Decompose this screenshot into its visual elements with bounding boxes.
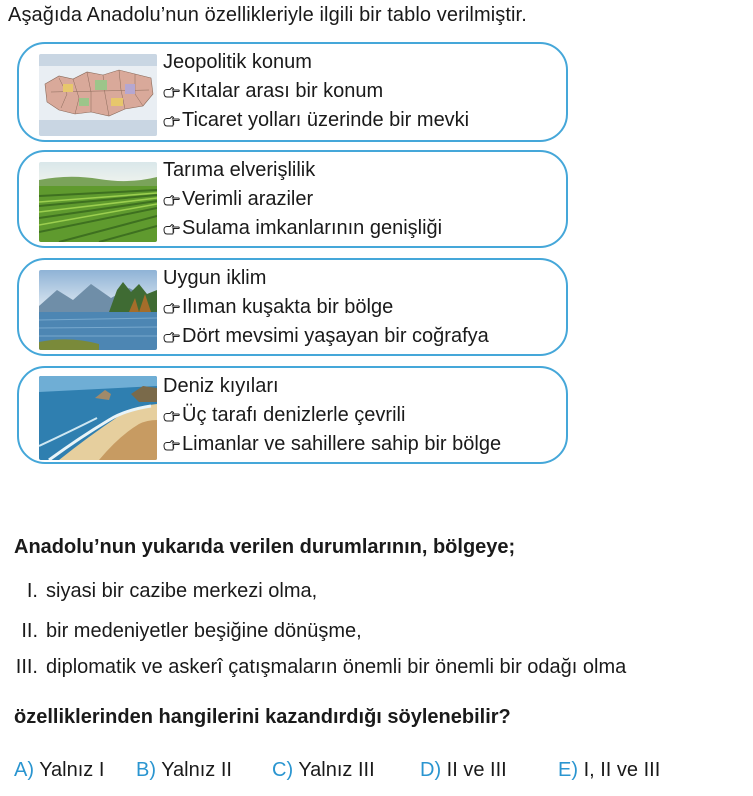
statement-item: III. diplomatik ve askerî çatışmaların önemli bir önemli bir odağı olma [15,656,627,678]
card-jeopolitik [17,42,568,142]
pointing-hand-icon [163,331,180,343]
card-deniz [17,366,568,464]
pointing-hand-icon [163,223,180,235]
list-item: Sulama imkanlarının genişliği [163,214,442,243]
card-title: Jeopolitik konum [163,51,312,73]
card-title: Tarıma elverişlilik [163,159,316,181]
coast-and-beach-image [39,376,157,460]
pointing-hand-icon [163,410,180,422]
option-a[interactable]: A) Yalnız I [14,759,105,781]
card-iklim [17,258,568,356]
list-item: Limanlar ve sahillere sahip bir bölge [163,430,501,459]
option-c[interactable]: C) Yalnız III [272,759,375,781]
green-farmland-image [39,162,157,242]
option-b[interactable]: B) Yalnız II [136,759,232,781]
pointing-hand-icon [163,115,180,127]
map-of-turkey-image [39,54,157,136]
option-d[interactable]: D) II ve III [420,759,507,781]
question-stem: Anadolu’nun yukarıda verilen durumlarının, bölgeye; [14,536,516,558]
pointing-hand-icon [163,302,180,314]
card-title: Deniz kıyıları [163,375,279,397]
pointing-hand-icon [163,439,180,451]
question-closing: özelliklerinden hangilerini kazandırdığı söylenebilir? [14,706,511,728]
card-tarim [17,150,568,248]
list-item: Ticaret yolları üzerinde bir mevki [163,106,469,135]
statement-item: II. bir medeniyetler beşiğine dönüşme, [21,620,362,642]
pointing-hand-icon [163,86,180,98]
lake-with-mountains-image [39,270,157,350]
list-item: Dört mevsimi yaşayan bir coğrafya [163,322,489,351]
pointing-hand-icon [163,194,180,206]
list-item: Verimli araziler [163,185,442,214]
list-item: Ilıman kuşakta bir bölge [163,293,489,322]
card-title: Uygun iklim [163,267,267,289]
intro-text: Aşağıda Anadolu’nun özellikleriyle ilgili bir tablo verilmiştir. [8,4,527,26]
option-e[interactable]: E) I, II ve III [558,759,661,781]
statement-item: I. siyasi bir cazibe merkezi olma, [26,580,318,602]
list-item: Kıtalar arası bir konum [163,77,469,106]
list-item: Üç tarafı denizlerle çevrili [163,401,501,430]
